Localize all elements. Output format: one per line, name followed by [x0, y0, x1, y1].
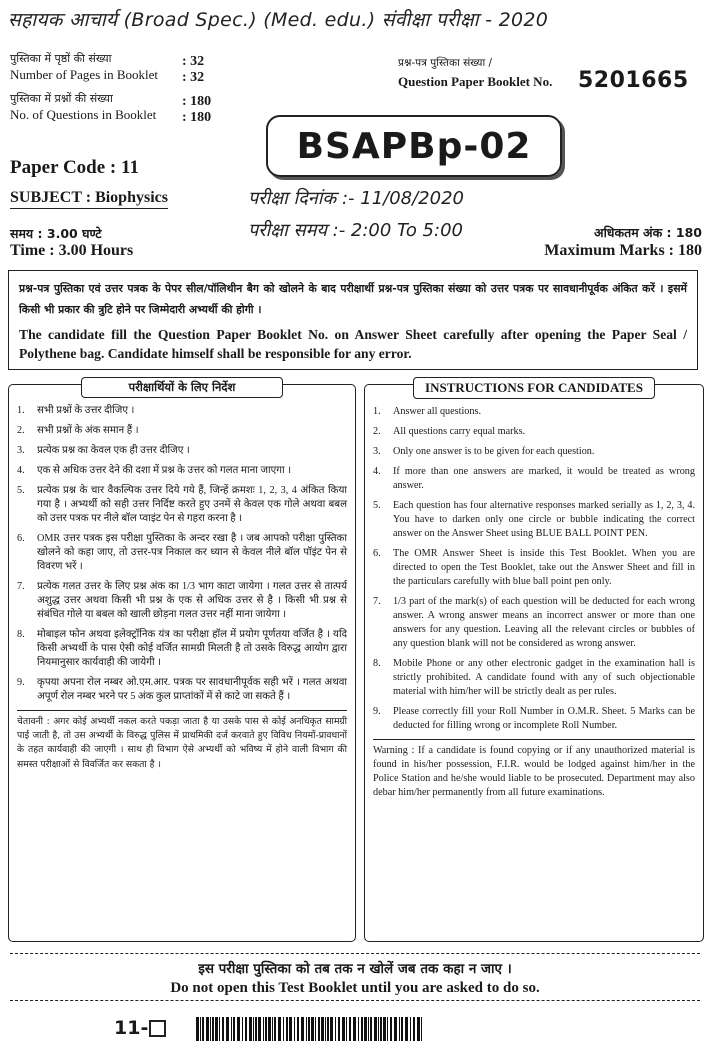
subject: SUBJECT : Biophysics	[10, 189, 168, 209]
barcode-bar	[245, 1017, 247, 1041]
english-instructions-title: INSTRUCTIONS FOR CANDIDATES	[413, 377, 655, 399]
hindi-instruction-9: 9. कृपया अपना रोल नम्बर ओ.एम.आर. पत्रक पर सावधानीपूर्वक सही भरें । गलत अथवा अपूर्ण रोल नम्बर भरने पर 5 अंक कुल प्राप्तांकों में से काटे जा सकते हैं ।	[17, 677, 347, 702]
barcode-bar	[286, 1017, 288, 1041]
marks-en: Maximum Marks : 180	[544, 242, 702, 259]
hindi-instruction-6: 6. OMR उत्तर पत्रक इस परीक्षा पुस्तिका के अन्दर रखा है । जब आपको परीक्षा पुस्तिका खोलने को कहा जाए, तो उत्तर-पत्र निकाल कर ध्यान से केवल नीले बॉल पॉइंट पेन से विवरण भरें ।	[17, 533, 347, 572]
barcode-bar	[268, 1017, 271, 1041]
barcode-bar	[289, 1017, 292, 1041]
paper-code: Paper Code : 11	[10, 157, 139, 178]
barcode-bar	[358, 1017, 359, 1041]
barcode-bar	[353, 1017, 356, 1041]
barcode-bar	[370, 1017, 372, 1041]
code-badge	[266, 115, 562, 177]
barcode-bar	[390, 1017, 392, 1041]
english-instruction-3: 3. Only one answer is to be given for each question.	[373, 446, 595, 457]
barcode-bar	[327, 1017, 329, 1041]
hindi-instructions-panel	[8, 380, 356, 942]
handwritten-exam-date: परीक्षा दिनांक :- 11/08/2020	[248, 188, 464, 209]
hindi-instruction-7: 7. प्रत्येक गलत उत्तर के लिए प्रश्न अंक का 1/3 भाग काटा जायेगा । गलत उत्तर से तात्पर्य अशुद्ध उत्तर अथवा किसी भी प्रश्न के एक से अधिक उत्तर से है । किसी भी प्रश्न से संबंधित गोले या बबल को खाली छोड़ना गलत उत्तर नहीं माना जायेगा ।	[17, 581, 347, 620]
english-instructions-list	[373, 405, 695, 733]
barcode-bar	[364, 1017, 367, 1041]
questions-value: : 180	[182, 94, 212, 109]
barcode-bar	[321, 1017, 324, 1041]
english-instruction-5: 5. Each question has four alternative responses marked serially as 1, 2, 3, 4. You have to darken only one circle or bubble indicating the correct answer on the Answer Sheet using BLUE BALL POINT PEN.	[373, 500, 695, 539]
hindi-instruction-4: 4. एक से अधिक उत्तर देने की दशा में प्रश्न के उत्तर को गलत माना जाएगा ।	[17, 465, 292, 476]
time-en: Time : 3.00 Hours	[10, 242, 134, 259]
barcode-bar	[387, 1017, 388, 1041]
hindi-instruction-5: 5. प्रत्येक प्रश्न के चार वैकल्पिक उत्तर दिये गये हैं, जिन्हें क्रमशः 1, 2, 3, 4 अंकित किया गया है । अभ्यर्थी को सही उत्तर निर्दिष्ट करते हुए उनमें से केवल एक गोले अथवा बबल को उत्तर पत्रक पर नीले बॉल प्वाइंट पेन से गहरा करना है ।	[17, 485, 347, 524]
barcode-bar	[318, 1017, 320, 1041]
questions-value-2: : 180	[182, 110, 212, 125]
barcode-bar	[361, 1017, 363, 1041]
footer-hi: इस परीक्षा पुस्तिका को तब तक न खोलें जब तक कहा न जाए ।	[198, 961, 512, 977]
english-instruction-9: 9. Please correctly fill your Roll Number in O.M.R. Sheet. 5 Marks can be deducted for filling wrong or incomplete Roll Number.	[373, 706, 695, 731]
english-instruction-2: 2. All questions carry equal marks.	[373, 426, 526, 437]
barcode-bar	[242, 1017, 243, 1041]
barcode-bar	[196, 1017, 199, 1041]
english-instruction-1: 1. Answer all questions.	[373, 406, 481, 417]
barcode-bar	[255, 1017, 257, 1041]
pages-value: : 32	[182, 54, 205, 69]
pages-label-en: Number of Pages in Booklet	[10, 67, 159, 82]
barcode-bar	[210, 1017, 211, 1041]
qp-no-value: 5201665	[578, 68, 689, 93]
barcode-bar	[342, 1017, 345, 1041]
notice-en: The candidate fill the Question Paper Booklet No. on Answer Sheet carefully after opening the Paper Seal / Polythene bag. Candidate himself shall be responsible for any error.	[19, 327, 687, 361]
hindi-instructions-title: परीक्षार्थियों के लिए निर्देश	[81, 377, 283, 398]
english-instructions-panel	[364, 380, 704, 942]
barcode-bar	[315, 1017, 316, 1041]
time-hi: समय : 3.00 घण्टे	[10, 226, 102, 241]
english-instruction-7: 7. 1/3 part of the mark(s) of each question will be deducted for each wrong answer. A wrong answer means an incorrect answer or more than one answers for any question. Leaving all the relevant circles or bubbles of any question blank will not be considered as wrong answer.	[373, 596, 695, 649]
hindi-instructions-list	[17, 404, 347, 704]
footer-code	[114, 1017, 166, 1039]
hindi-instruction-2: 2. सभी प्रश्नों के अंक समान हैं ।	[17, 425, 139, 436]
barcode-bar	[421, 1017, 422, 1041]
barcode-bar	[383, 1017, 386, 1041]
qp-no-label-hi: प्रश्न-पत्र पुस्तिका संख्या /	[398, 57, 493, 69]
handwritten-header: सहायक आचार्य (Broad Spec.) (Med. edu.) संवीक्षा परीक्षा - 2020	[8, 9, 549, 31]
barcode-bar	[200, 1017, 201, 1041]
barcode-bar	[297, 1017, 299, 1041]
pages-value-2: : 32	[182, 70, 205, 85]
barcode-bar	[349, 1017, 351, 1041]
english-instruction-6: 6. The OMR Answer Sheet is inside this Test Booklet. When you are directed to open the Test Booklet, take out the Answer Sheet and fill in the particulars carefully with blue ball point pen only.	[373, 548, 695, 587]
handwritten-exam-time: परीक्षा समय :- 2:00 To 5:00	[248, 220, 463, 241]
barcode-bar	[405, 1017, 408, 1041]
barcode-bar	[417, 1017, 420, 1041]
barcode-bar	[410, 1017, 411, 1041]
barcode-bar	[308, 1017, 310, 1041]
barcode-bar	[294, 1017, 295, 1041]
footer-code-box-icon	[149, 1020, 166, 1037]
barcode-bar	[306, 1017, 307, 1041]
barcode-bar	[206, 1017, 209, 1041]
barcode-bar	[278, 1017, 281, 1041]
barcode-bar	[311, 1017, 314, 1041]
barcode-bar	[253, 1017, 254, 1041]
barcode-bar	[335, 1017, 336, 1041]
hindi-instruction-8: 8. मोबाइल फोन अथवा इलेक्ट्रॉनिक यंत्र का परीक्षा हॉल में प्रयोग पूर्णतया वर्जित है । यदि किसी अभ्यर्थी के पास ऐसी कोई वर्जित सामग्री मिलती है तो उसके विरुद्ध आयोग द्वारा नियमानुसार कार्यवाही की जायेगी ।	[17, 629, 347, 668]
barcode-bar	[258, 1017, 261, 1041]
hindi-warning: चेतावनी : अगर कोई अभ्यर्थी नकल करते पकड़ा जाता है या उसके पास से कोई अनधिकृत सामग्री पाई जाती है, तो उस अभ्यर्थी के विरुद्ध पुलिस में प्राथमिकी दर्ज करवाते हुए विविध नियमों-प्रावधानों के तहत कार्यवाही की जाएगी । साथ ही विभाग ऐसे अभ्यर्थी को भविष्य में होने वाली विभाग की समस्त परीक्षाओं से विवर्जित कर सकता है ।	[17, 710, 347, 772]
qp-no-label-en: Question Paper Booklet No.	[398, 74, 553, 89]
barcode-bar	[212, 1017, 214, 1041]
english-instruction-4: 4. If more than one answers are marked, it would be treated as wrong answer.	[373, 466, 695, 491]
notice-box	[8, 270, 698, 370]
code-badge-text: BSAPBp-02	[296, 125, 532, 167]
barcode-bar	[231, 1017, 232, 1041]
barcode-bar	[215, 1017, 218, 1041]
footer-banner	[10, 953, 700, 1001]
footer-en: Do not open this Test Booklet until you are asked to do so.	[170, 980, 540, 996]
barcode-bar	[283, 1017, 284, 1041]
barcode-bar	[325, 1017, 326, 1041]
hindi-instruction-3: 3. प्रत्येक प्रश्न का केवल एक ही उत्तर दीजिए ।	[17, 445, 190, 456]
barcode-bar	[413, 1017, 415, 1041]
barcode-bar	[263, 1017, 264, 1041]
barcode-bar	[380, 1017, 382, 1041]
questions-label-en: No. of Questions in Booklet	[10, 107, 157, 122]
barcode	[196, 1017, 426, 1043]
barcode-bar	[330, 1017, 333, 1041]
english-warning: Warning : If a candidate is found copying or if any unauthorized material is found in his/her possession, F.I.R. would be lodged against him/her in the Police Station and he/she would liable to be prosecuted. Department may also debar him/her permanently from all future examinations.	[373, 739, 695, 800]
barcode-bar	[274, 1017, 276, 1041]
barcode-bar	[219, 1017, 220, 1041]
notice-hi: प्रश्न-पत्र पुस्तिका एवं उत्तर पत्रक के पेपर सील/पॉलिथीन बैग को खोलने के बाद परीक्षार्थी प्रश्न-पत्र पुस्तिका संख्या को उत्तर पत्रक पर सावधानीपूर्वक अंकित करें । इसमें किसी भी प्रकार की त्रुटि होने पर जिम्मेदारी अभ्यर्थी की होगी ।	[19, 282, 687, 316]
marks-hi: अधिकतम अंक : 180	[594, 225, 702, 240]
barcode-bar	[378, 1017, 379, 1041]
barcode-bar	[346, 1017, 347, 1041]
barcode-bar	[401, 1017, 403, 1041]
barcode-bar	[226, 1017, 229, 1041]
barcode-bar	[338, 1017, 340, 1041]
barcode-bar	[265, 1017, 267, 1041]
barcode-bar	[249, 1017, 252, 1041]
barcode-bar	[399, 1017, 400, 1041]
pages-label-hi: पुस्तिका में पृष्ठों की संख्या	[10, 52, 112, 65]
barcode-bar	[272, 1017, 273, 1041]
barcode-bar	[233, 1017, 235, 1041]
barcode-bar	[202, 1017, 204, 1041]
barcode-bar	[301, 1017, 304, 1041]
footer-code-text: 11-	[114, 1017, 149, 1039]
english-instruction-8: 8. Mobile Phone or any other electronic gadget in the examination hall is strictly prohibited. A candidate found with any of such objectionable material with him/her will be strictly dealt as per rules.	[373, 658, 695, 697]
hindi-instruction-1: 1. सभी प्रश्नों के उत्तर दीजिए ।	[17, 405, 135, 416]
barcode-bar	[237, 1017, 240, 1041]
barcode-bar	[368, 1017, 369, 1041]
questions-label-hi: पुस्तिका में प्रश्नों की संख्या	[10, 92, 113, 105]
barcode-bar	[374, 1017, 377, 1041]
booklet-meta-left	[10, 51, 250, 123]
barcode-bar	[222, 1017, 224, 1041]
barcode-bar	[394, 1017, 397, 1041]
